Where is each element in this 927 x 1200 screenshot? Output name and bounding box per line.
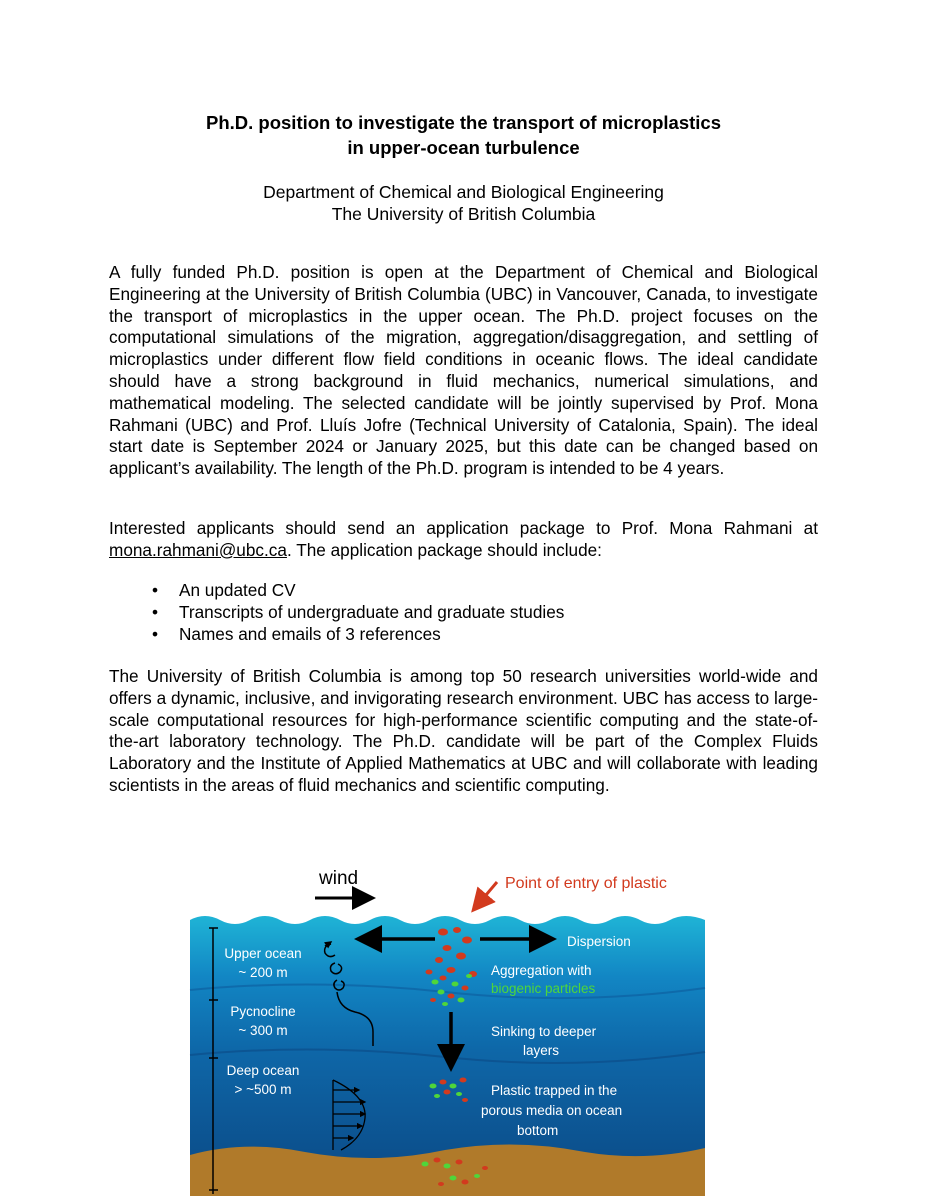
- pycnocline-label: Pycnocline: [230, 1004, 296, 1019]
- pycnocline-depth: ~ 300 m: [238, 1023, 288, 1038]
- trapped-label-3: bottom: [517, 1123, 559, 1138]
- page-title: [0, 110, 927, 160]
- trapped-label-2: porous media on ocean: [481, 1103, 623, 1118]
- entry-label: Point of entry of plastic: [505, 875, 667, 892]
- contact-email-link[interactable]: mona.rahmani@ubc.ca: [109, 539, 287, 560]
- biogenic-label: biogenic particles: [491, 981, 596, 996]
- aggregation-label: Aggregation with: [491, 963, 592, 978]
- upper-ocean-label: Upper ocean: [224, 946, 302, 961]
- wind-label: wind: [319, 868, 359, 889]
- requirements-list: [109, 580, 564, 645]
- dispersion-label: Dispersion: [567, 934, 631, 949]
- bullet-icon: •: [152, 580, 159, 600]
- deep-ocean-depth: > ~500 m: [234, 1082, 292, 1097]
- bullet-icon: •: [152, 623, 159, 644]
- upper-ocean-depth: ~ 200 m: [238, 965, 288, 980]
- application-text: Interested applicants should send an application package to Prof. Mona Rahmani at: [109, 518, 818, 538]
- title-line-1: Ph.D. position to investigate the transport of microplastics: [206, 112, 721, 133]
- application-text-end: . The application package should include:: [286, 539, 602, 560]
- bullet-icon: •: [152, 601, 159, 622]
- sinking-label: Sinking to deeper: [491, 1024, 597, 1039]
- application-instructions: [109, 518, 818, 562]
- entry-arrow: [475, 882, 497, 908]
- trapped-label-1: Plastic trapped in the: [491, 1083, 618, 1098]
- department-block: [0, 181, 927, 225]
- sinking-label-2: layers: [523, 1043, 560, 1058]
- ocean-diagram: [185, 860, 707, 1196]
- list-item: • Transcripts of undergraduate and graduate studies: [152, 601, 565, 622]
- title-line-2: in upper-ocean turbulence: [347, 137, 580, 158]
- list-item: • An updated CV: [152, 580, 296, 600]
- list-item: • Names and emails of 3 references: [152, 623, 441, 644]
- department-name: Department of Chemical and Biological Engineering: [263, 182, 664, 202]
- position-description: A fully funded Ph.D. position is open at the Department of Chemical and Biological Engineering at the University of British Columbia (UBC) in Vancouver, Canada, to investigate the transport of microplastics in the upper ocean. The Ph.D. project focuses on the computational simulations of the migration, aggregation/disaggregation, and settling of microplastics under different flow field conditions in oceanic flows. The ideal candidate should have a strong background in fluid mechanics, numerical simulations, and mathematical modeling. The selected candidate will be jointly supervised by Prof. Mona Rahmani (UBC) and Prof. Lluís Jofre (Technical University of Catalonia, Spain). The ideal start date is September 2024 or January 2025, but this date can be changed based on applicant’s availability. The length of the Ph.D. program is intended to be 4 years.: [109, 262, 818, 479]
- deep-ocean-label: Deep ocean: [226, 1063, 300, 1078]
- university-description: The University of British Columbia is among top 50 research universities world-wide and offers a dynamic, inclusive, and invigorating research environment. UBC has access to large-scale computational resources for high-performance scientific computing and the state-of-the-art laboratory technology. The Ph.D. candidate will be part of the Complex Fluids Laboratory and the Institute of Applied Mathematics at UBC and will collaborate with leading scientists in the areas of fluid mechanics and scientific computing.: [109, 666, 818, 795]
- university-name: The University of British Columbia: [331, 204, 596, 224]
